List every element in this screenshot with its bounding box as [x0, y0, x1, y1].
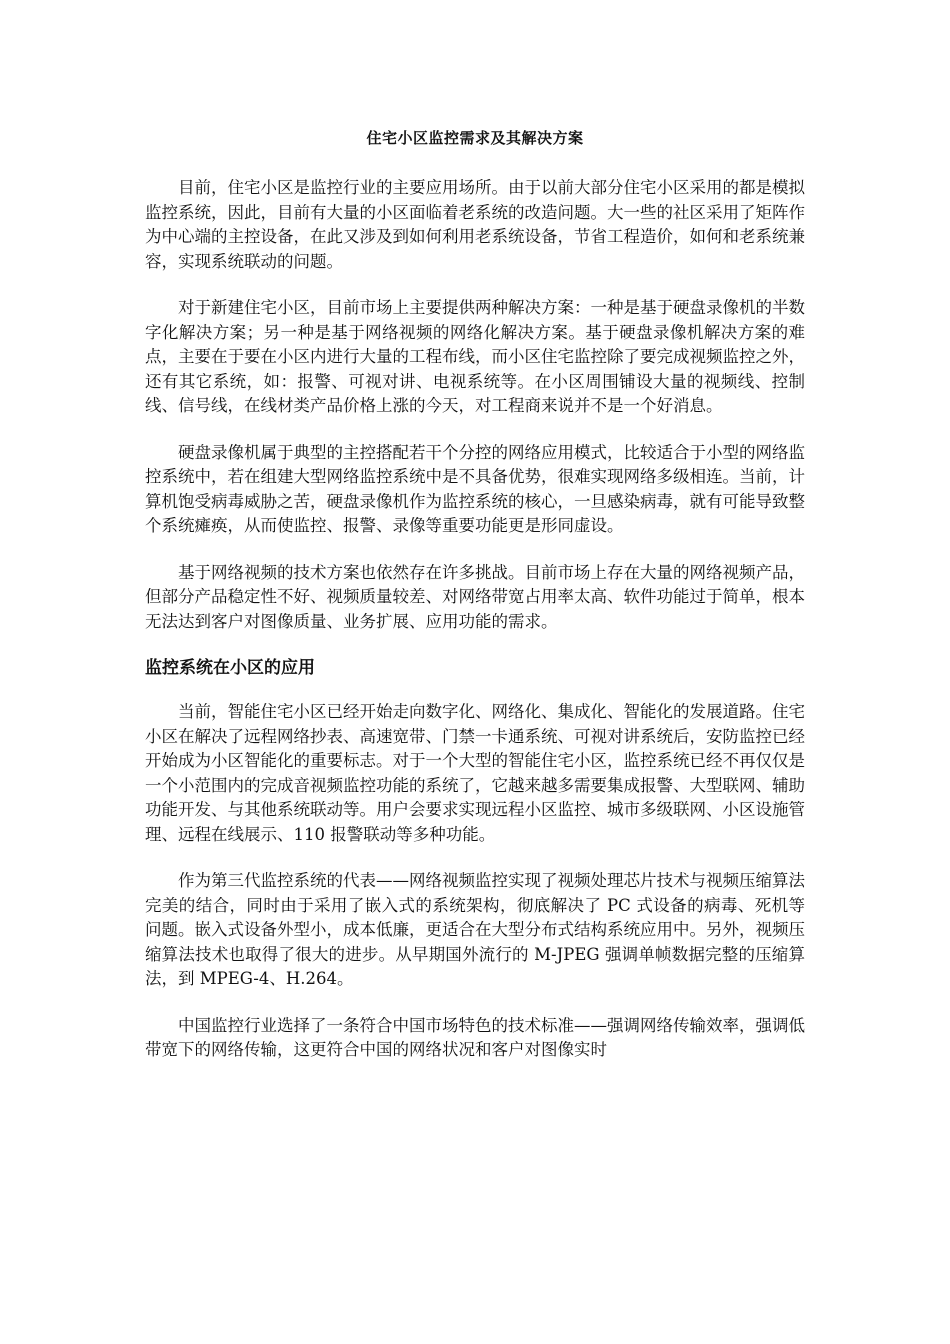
paragraph: 对于新建住宅小区，目前市场上主要提供两种解决方案：一种是基于硬盘录像机的半数字化解决方案；另一种是基于网络视频的网络化解决方案。基于硬盘录像机解决方案的难点，主要在于要在小区内进行大量的工程布线，而小区住宅监控除了要完成视频监控之外，还有其它系统，如：报警、可视对讲、电视系统等。在小区周围铺设大量的视频线、控制线、信号线，在线材类产品价格上涨的今天，对工程商来说并不是一个好消息。: [145, 298, 805, 415]
paragraph: 当前，智能住宅小区已经开始走向数字化、网络化、集成化、智能化的发展道路。住宅小区在解决了远程网络抄表、高速宽带、门禁一卡通系统、可视对讲系统后，安防监控已经开始成为小区智能化的重要标志。对于一个大型的智能住宅小区，监控系统已经不再仅仅是一个小范围内的完成音视频监控功能的系统了，它越来越多需要集成报警、大型联网、辅助功能开发、与其他系统联动等。用户会要求实现远程小区监控、城市多级联网、小区设施管理、远程在线展示、110 报警联动等多种功能。: [145, 702, 805, 844]
paragraph: 作为第三代监控系统的代表——网络视频监控实现了视频处理芯片技术与视频压缩算法完美的结合，同时由于采用了嵌入式的系统架构，彻底解决了 PC 式设备的病毒、死机等问题。嵌入式设备外型小，成本低廉，更适合在大型分布式结构系统应用中。另外，视频压缩算法技术也取得了很大的进步。从早期国外流行的 M-JPEG 强调单帧数据完整的压缩算法，到 MPEG-4、H.264。: [145, 871, 805, 988]
document-body: [145, 176, 805, 1085]
paragraph: 基于网络视频的技术方案也依然存在许多挑战。目前市场上存在大量的网络视频产品，但部分产品稳定性不好、视频质量较差、对网络带宽占用率太高、软件功能过于简单，根本无法达到客户对图像质量、业务扩展、应用功能的需求。: [145, 562, 805, 631]
paragraph: 硬盘录像机属于典型的主控搭配若干个分控的网络应用模式，比较适合于小型的网络监控系统中，若在组建大型网络监控系统中是不具备优势，很难实现网络多级相连。当前，计算机饱受病毒威胁之苦，硬盘录像机作为监控系统的核心，一旦感染病毒，就有可能导致整个系统瘫痪，从而使监控、报警、录像等重要功能更是形同虚设。: [145, 442, 805, 535]
section-heading: 监控系统在小区的应用: [145, 658, 315, 678]
paragraph: 中国监控行业选择了一条符合中国市场特色的技术标准——强调网络传输效率，强调低带宽下的网络传输，这更符合中国的网络状况和客户对图像实时: [145, 1015, 805, 1059]
document-title: 住宅小区监控需求及其解决方案: [366, 129, 584, 147]
paragraph: 目前，住宅小区是监控行业的主要应用场所。由于以前大部分住宅小区采用的都是模拟监控系统，因此，目前有大量的小区面临着老系统的改造问题。大一些的社区采用了矩阵作为中心端的主控设备，在此又涉及到如何利用老系统设备，节省工程造价，如何和老系统兼容，实现系统联动的问题。: [145, 178, 805, 271]
